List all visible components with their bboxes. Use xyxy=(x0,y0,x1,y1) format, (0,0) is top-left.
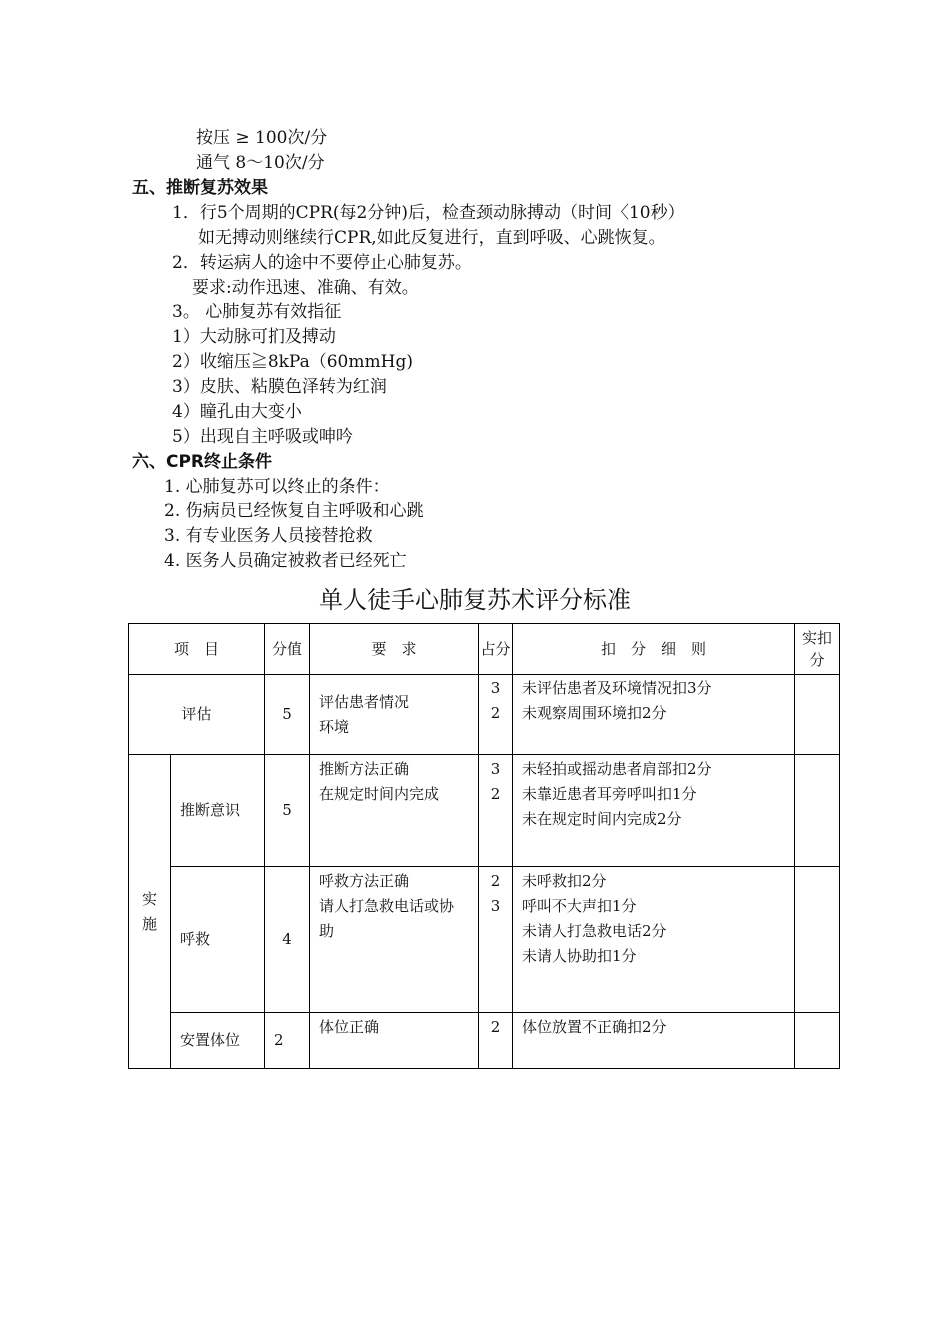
deduction-line: 未在规定时间内完成2分 xyxy=(522,810,682,828)
requirement-line: 环境 xyxy=(319,717,350,736)
header-requirement: 要 求 xyxy=(310,624,479,675)
share-value: 2 xyxy=(490,872,501,890)
requirement-line: 评估患者情况 xyxy=(319,692,410,711)
share-value: 2 xyxy=(490,1018,501,1036)
deduction-cell xyxy=(513,675,795,755)
item-cell: 推断意识 xyxy=(171,755,265,867)
share-value: 3 xyxy=(490,679,501,697)
list-item: 2．转运病人的途中不要停止心肺复苏。 xyxy=(172,253,472,273)
scoring-table xyxy=(128,623,840,1069)
deduction-line: 未轻拍或摇动患者肩部扣2分 xyxy=(522,760,712,778)
table-row xyxy=(129,675,840,755)
deduction-line: 未靠近患者耳旁呼叫扣1分 xyxy=(522,785,697,803)
list-item: 3. 有专业医务人员接替抢救 xyxy=(164,526,373,546)
actual-deduction-cell xyxy=(795,675,840,755)
deduction-cell xyxy=(513,755,795,867)
actual-deduction-cell xyxy=(795,755,840,867)
table-row xyxy=(129,755,840,867)
group-label-cell xyxy=(129,755,171,1069)
header-actual-line2: 分 xyxy=(809,651,825,669)
deduction-line: 未观察周围环境扣2分 xyxy=(522,704,667,722)
ventilation-rate-line: 通气 8～10次/分 xyxy=(196,153,325,173)
list-item: 4）瞳孔由大变小 xyxy=(172,402,302,422)
header-actual xyxy=(795,624,840,675)
item-cell: 呼救 xyxy=(171,867,265,1013)
share-value: 2 xyxy=(490,704,501,722)
group-label-char: 施 xyxy=(141,914,157,933)
requirement-cell xyxy=(310,755,479,867)
deduction-line: 未呼救扣2分 xyxy=(522,872,607,890)
deduction-line: 体位放置不正确扣2分 xyxy=(522,1018,667,1036)
share-cell xyxy=(479,1013,513,1069)
list-item: 1．行5个周期的CPR(每2分钟)后，检查颈动脉搏动（时间〈10秒） xyxy=(172,203,685,223)
header-actual-line1: 实扣 xyxy=(802,629,833,647)
share-cell xyxy=(479,867,513,1013)
list-item: 如无搏动则继续行CPR,如此反复进行，直到呼吸、心跳恢复。 xyxy=(198,228,666,248)
share-value: 3 xyxy=(490,897,501,915)
requirement-line: 请人打急救电话或协 xyxy=(319,897,455,915)
deduction-line: 未请人协助扣1分 xyxy=(522,947,637,965)
compression-rate-line: 按压 ≥ 100次/分 xyxy=(196,128,328,148)
header-score: 分值 xyxy=(265,624,310,675)
requirement-line: 体位正确 xyxy=(319,1018,380,1036)
requirement-line: 推断方法正确 xyxy=(319,760,410,778)
requirement-cell xyxy=(310,867,479,1013)
share-value: 3 xyxy=(490,760,501,778)
list-item: 4. 医务人员确定被救者已经死亡 xyxy=(164,551,407,571)
list-item: 3。 心肺复苏有效指征 xyxy=(172,302,342,322)
share-cell xyxy=(479,675,513,755)
section-6-heading: 六、CPR终止条件 xyxy=(132,452,273,472)
score-cell: 4 xyxy=(265,867,310,1013)
actual-deduction-cell xyxy=(795,1013,840,1069)
list-item: 2）收缩压≧8kPa（60mmHg) xyxy=(172,352,413,372)
score-cell: 5 xyxy=(265,755,310,867)
share-cell xyxy=(479,755,513,867)
list-item: 5）出现自主呼吸或呻吟 xyxy=(172,427,353,447)
item-cell: 安置体位 xyxy=(171,1013,265,1069)
actual-deduction-cell xyxy=(795,867,840,1013)
header-share: 占分 xyxy=(479,624,513,675)
group-label-char: 实 xyxy=(141,889,157,908)
requirement-line: 在规定时间内完成 xyxy=(319,785,440,803)
table-row xyxy=(129,1013,840,1069)
deduction-line: 未评估患者及环境情况扣3分 xyxy=(522,679,712,697)
score-cell: 5 xyxy=(265,675,310,755)
list-item: 1）大动脉可扪及搏动 xyxy=(172,327,336,347)
section-5-heading: 五、推断复苏效果 xyxy=(132,178,268,198)
list-item: 2. 伤病员已经恢复自主呼吸和心跳 xyxy=(164,501,424,521)
share-value: 2 xyxy=(490,785,501,803)
deduction-cell xyxy=(513,1013,795,1069)
requirement-cell xyxy=(310,675,479,755)
header-deduction: 扣 分 细 则 xyxy=(513,624,795,675)
list-item: 3）皮肤、粘膜色泽转为红润 xyxy=(172,377,387,397)
table-header-row xyxy=(129,624,840,675)
deduction-cell xyxy=(513,867,795,1013)
deduction-line: 未请人打急救电话2分 xyxy=(522,922,667,940)
header-item: 项 目 xyxy=(129,624,265,675)
requirement-line: 呼救方法正确 xyxy=(319,872,410,890)
deduction-line: 呼叫不大声扣1分 xyxy=(522,897,637,915)
requirement-cell xyxy=(310,1013,479,1069)
table-row xyxy=(129,867,840,1013)
table-title: 单人徒手心肺复苏术评分标准 xyxy=(319,586,631,614)
requirement-line: 助 xyxy=(319,922,335,940)
item-cell: 评估 xyxy=(129,675,265,755)
score-cell: 2 xyxy=(265,1013,310,1069)
list-item: 要求:动作迅速、准确、有效。 xyxy=(192,278,419,298)
list-item: 1. 心肺复苏可以终止的条件： xyxy=(164,477,390,497)
